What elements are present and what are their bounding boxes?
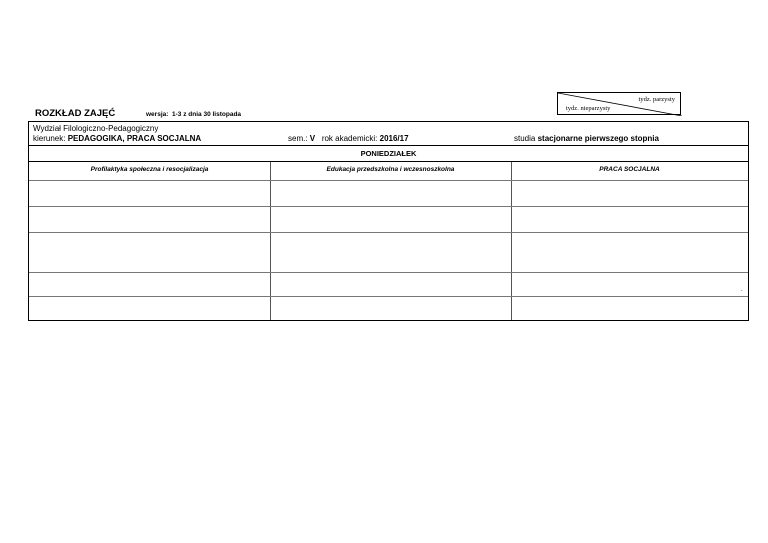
semester-year bbox=[288, 134, 409, 143]
column-header-2: Edukacja przedszkolna i wczesnoszkolna bbox=[326, 166, 455, 173]
study-type bbox=[514, 134, 659, 143]
major-label: kierunek: bbox=[33, 134, 66, 143]
row-divider bbox=[29, 206, 748, 207]
study-label: studia bbox=[514, 134, 536, 143]
row-divider bbox=[29, 272, 748, 273]
legend-even-week: tydz. parzysty bbox=[638, 96, 675, 103]
version-label: wersja: bbox=[146, 111, 169, 118]
week-legend bbox=[557, 92, 681, 115]
study-value: stacjonarne pierwszego stopnia bbox=[537, 134, 659, 143]
department: Wydział Filologiczno-Pedagogiczny bbox=[33, 124, 159, 133]
sem-value: V bbox=[309, 134, 316, 143]
stray-mark: . bbox=[741, 287, 743, 293]
row-divider bbox=[29, 180, 748, 181]
info-row bbox=[29, 122, 748, 146]
schedule-table bbox=[28, 121, 749, 321]
major-value: PEDAGOGIKA, PRACA SOCJALNA bbox=[67, 134, 202, 143]
schedule-title: ROZKŁAD ZAJĘĆ bbox=[35, 108, 116, 119]
version-value: 1-3 z dnia 30 listopada bbox=[172, 111, 242, 118]
row-divider bbox=[29, 232, 748, 233]
sem-label: sem.: bbox=[288, 134, 308, 143]
year-label: rok akademicki: bbox=[321, 134, 378, 143]
major bbox=[33, 134, 201, 143]
schedule-grid bbox=[29, 162, 748, 320]
row-divider bbox=[29, 296, 748, 297]
column-header-3: PRACA SOCJALNA bbox=[599, 166, 660, 173]
year-value: 2016/17 bbox=[379, 134, 409, 143]
day-heading: PONIEDZIAŁEK bbox=[29, 146, 748, 162]
column-header-1: Profilaktyka społeczna i resocjalizacja bbox=[90, 166, 209, 173]
legend-odd-week: tydz. nieparzysty bbox=[566, 105, 611, 112]
version-info bbox=[146, 111, 241, 118]
